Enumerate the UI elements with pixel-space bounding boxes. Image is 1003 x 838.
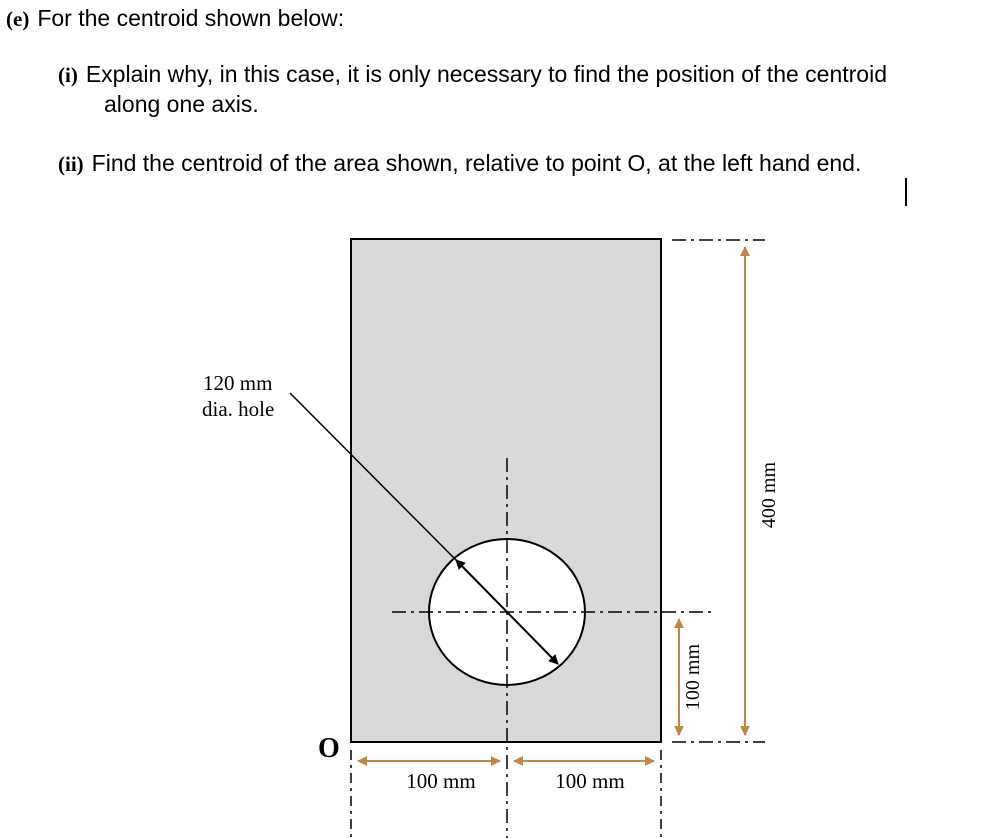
part-label: (e) xyxy=(6,7,30,31)
left-width-dimension-label: 100 mm xyxy=(406,769,476,793)
subquestion-i-label: (i) xyxy=(58,63,78,87)
hole-height-dimension-label: 100 mm xyxy=(682,643,704,711)
subquestion-i-text-1: Explain why, in this case, it is only necessary to find the position of the centroid xyxy=(85,61,887,87)
height-dimension-label: 400 mm xyxy=(758,461,780,529)
subquestion-ii-text: Find the centroid of the area shown, relative to point O, at the left hand end. xyxy=(91,150,862,176)
right-width-dimension-label: 100 mm xyxy=(555,769,625,793)
hole-label-size: 120 mm xyxy=(203,371,273,395)
subquestion-ii-label: (ii) xyxy=(58,152,84,176)
question-intro: For the centroid shown below: xyxy=(37,5,345,31)
hole-label-type: dia. hole xyxy=(202,397,275,421)
subquestion-i-line2: along one axis. xyxy=(104,91,259,117)
origin-label: O xyxy=(318,733,340,764)
